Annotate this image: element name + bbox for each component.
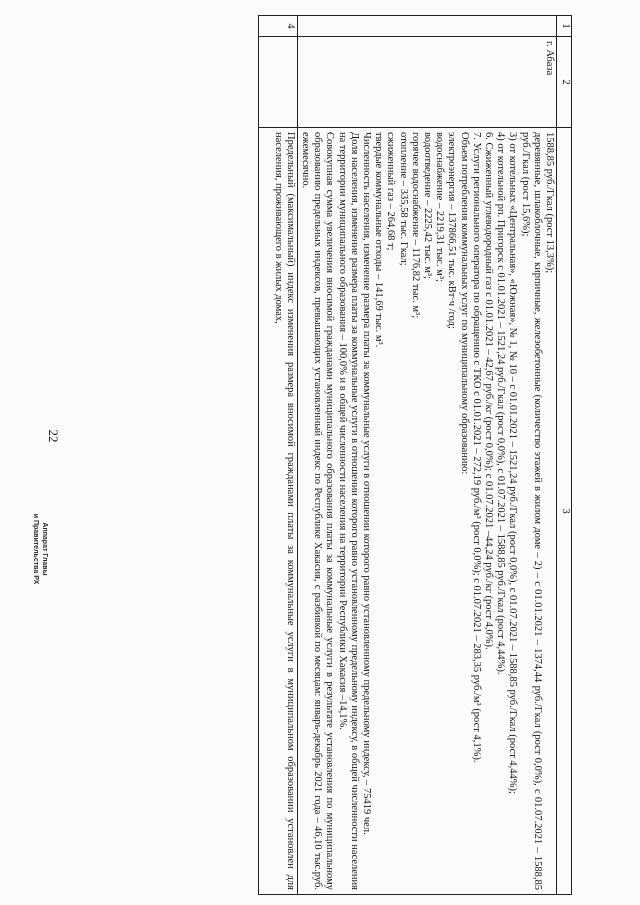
text-line: 7. Услуги регионального оператора по обращению с ТКО с 01.01.2021 – 272,19 руб./м³ (рост 0,0%); с 01.07.2021 – 283,35 руб./м³ (рост 4,1%). [470, 132, 482, 763]
table-row [258, 16, 297, 895]
text-line: горячее водоснабжение – 1176,82 тыс. м³; [409, 132, 421, 319]
text-line: 3) от котельных «Центральная», «Южная», № 1, № 10 – с 01.01.2021 – 1521,24 руб./Гкал (рост 0,0%), с 01.07.2021 – 1588,85 руб./Гкал (рост 4,44%); [507, 132, 519, 794]
text-line: 4) от котельной рп. Пригорск с 01.01.2021 – 1521,24 руб./Гкал (рост 0,0%), с 01.07.2021 – 1588,85 руб./Гкал (рост 4,44%). [495, 132, 507, 675]
text-line: отопление – 335,58 тыс. Гкал; [397, 132, 409, 266]
text-line: Объем потребления коммунальных услуг по муниципальному образованию: [458, 132, 470, 475]
text-line: водоотведение – 2225,42 тыс. м³; [421, 132, 433, 279]
text-line: сжиженный газ – 264,68 т; [385, 132, 397, 251]
municipality-cell [258, 37, 297, 128]
tariff-table [258, 15, 572, 895]
header-col-3: 3 [557, 128, 572, 895]
text-line: водоснабжение – 2219,31 тыс. м³; [434, 132, 446, 282]
header-col-2: 2 [557, 37, 572, 128]
text-line: твердые коммунальные отходы – 141,69 тыс. м³. [373, 132, 385, 348]
text-line: 6. Сжиженный углеводородный газ с 01.01.2021 – 42,67 руб./кг (рост 0,0%); с 01.07.2021 –44,24 руб./кг (рост 4,0%). [482, 132, 494, 650]
page-number: 22 [46, 429, 61, 443]
text-line: электроэнергия – 137866,51 тыс. кВт·ч /год; [446, 132, 458, 329]
row-number-cell: 4 [258, 16, 297, 37]
text-line: Доля населения, изменение размера платы за коммунальные услуги в отношении которого равно установленному предельному индексу, в общей численности населения на территории муниципального образования – 100,0% и в общей численности населения на территории Республики Хакасия –14,1%. [336, 132, 360, 890]
table-row [297, 16, 556, 895]
text-line: 1588,85 руб./Гкал (рост 13,3%); [544, 132, 555, 274]
description-cell: Предельный (максимальный) индекс изменения размера вносимой гражданами платы за коммунальные услуги в муниципальном образовании установлен для населения, проживающего в жилых домах, [258, 128, 297, 895]
table-header-row [557, 16, 572, 895]
office-stamp: Аппарат Главы и Правительства РХ [32, 513, 48, 585]
municipality-cell: г. Абаза [297, 37, 556, 128]
row-number-cell [297, 16, 556, 37]
rotated-table-container [122, 15, 572, 895]
text-line: Совокупная сумма увеличения вносимой гражданами муниципального образования платы за коммунальные услуги в результате установления по муниципальному образованию предельных индексов, превышающих установленный индекс по Республике Хакасия, с разбивкой по месяцам: январь-декабрь 2021 года – 46,10 тыс.руб. ежемесячно. [299, 132, 336, 890]
description-cell [297, 128, 556, 895]
header-col-1: 1 [557, 16, 572, 37]
text-line: деревянные, шлакоблочные, кирпичные, железобетонные (количество этажей в жилом доме – 2) – с 01.01.2021 – 1374,44 руб./Гкал (рост 0,0%), с 01.07.2021 – 1588,85 руб./Гкал (рост 15,6%); [519, 132, 543, 890]
text-line: Численность населения, изменение размера платы за коммунальные услуги в отношении которого равно установленному предельному индексу, – 75419 чел. [360, 132, 372, 835]
